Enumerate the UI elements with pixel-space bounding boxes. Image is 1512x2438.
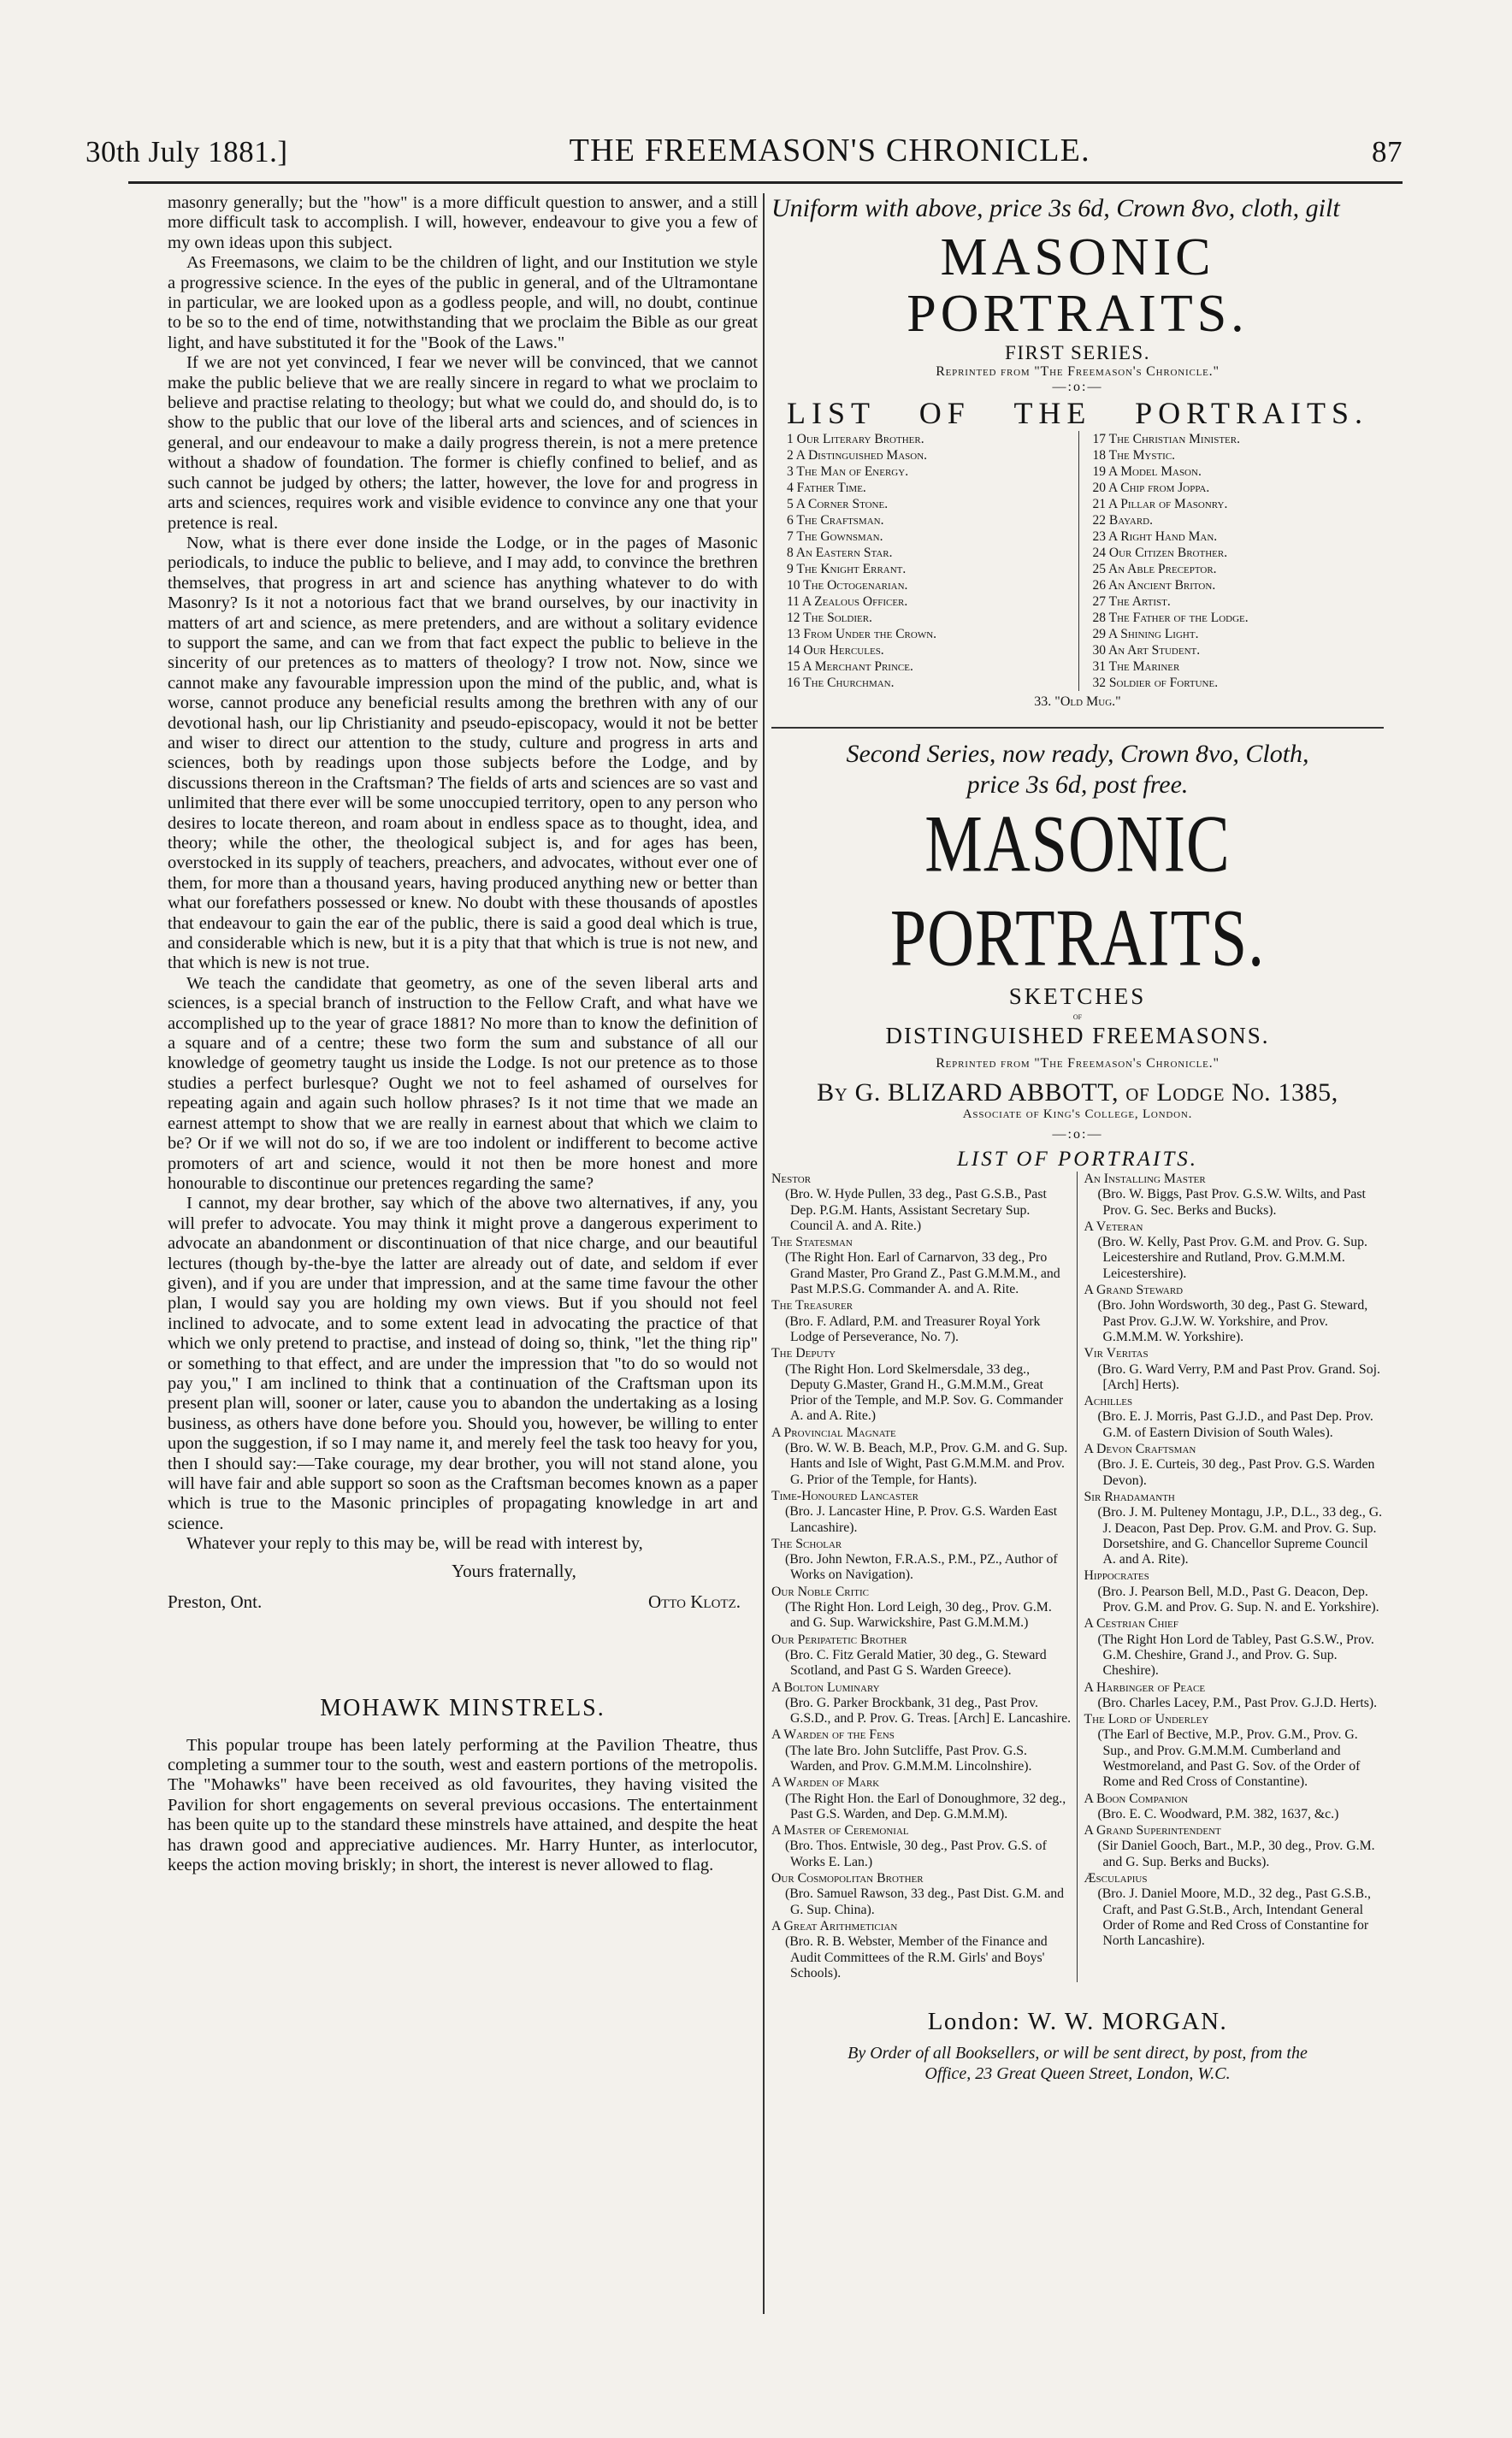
column-divider (763, 193, 765, 2314)
portrait-entry-description: (Bro. J. Daniel Moore, M.D., 32 deg., Past G.S.B., Craft, and Past G.St.B., Arch, Intendant General Order of Rome and Red Cross of Constantine for North Lancashire). (1097, 1886, 1371, 1949)
portrait-entry (771, 1775, 1072, 1822)
first-series-tagline: Uniform with above, price 3s 6d, Crown 8vo, cloth, gilt (771, 194, 1340, 222)
portrait-list-right (1079, 431, 1385, 691)
portrait-entry-name: Our Peripatetic Brother (771, 1632, 907, 1647)
portrait-list-item: 17 The Christian Minister. (1092, 432, 1240, 446)
portrait-list-item: 20 A Chip from Joppa. (1092, 481, 1210, 495)
portrait-entry (771, 1680, 1072, 1727)
first-series-title: MASONIC PORTRAITS. (907, 228, 1249, 343)
portrait-list-left (771, 431, 1079, 691)
portrait-entry-name: Our Noble Critic (771, 1584, 869, 1599)
portrait-entry-name: The Deputy (771, 1346, 836, 1361)
portrait-list-item: 29 A Shining Light. (1092, 627, 1199, 641)
portrait-entry-name: Vir Veritas (1084, 1346, 1149, 1361)
portrait-entry-name: The Scholar (771, 1536, 842, 1551)
portrait-entry-name: A Provincial Magnate (771, 1425, 896, 1440)
header-rule (128, 181, 1403, 184)
letter-signature: Otto Klotz. (647, 1591, 741, 1612)
portrait-entry-description: (Bro. J. Lancaster Hine, P. Prov. G.S. Warden East Lancashire). (785, 1504, 1058, 1535)
portrait-list-item: 28 The Father of the Lodge. (1092, 611, 1249, 625)
portrait-entry-name: A Great Arithmetician (771, 1918, 898, 1933)
portrait-entry-description: (The Right Hon. Earl of Carnarvon, 33 deg., Pro Grand Master, Pro Grand Z., Past G.M.M.M., and Past M.P.S.G. Commander A. and A. Rite. (785, 1250, 1060, 1297)
right-column (771, 193, 1384, 2382)
entries-left (771, 1172, 1078, 1982)
portrait-list-item: 13 From Under the Crown. (787, 627, 937, 641)
portrait-entry-name: The Statesman (771, 1235, 853, 1250)
portrait-entry-description: (The late Bro. John Sutcliffe, Past Prov. G.S. Warden, and Prov. G.M.M.M. Lincolnshire). (785, 1743, 1032, 1774)
portrait-entry (771, 1172, 1072, 1234)
portrait-entry-name: A Boon Companion (1084, 1791, 1189, 1806)
order-line-1: By Order of all Booksellers, or will be sent direct, by post, from the (848, 2044, 1308, 2063)
portrait-entry-description: (Bro. W. Kelly, Past Prov. G.M. and Prov. G. Sup. Leicestershire and Rutland, Prov. G.M.M.M. Leicestershire). (1097, 1235, 1368, 1281)
portrait-entry-name: An Installing Master (1084, 1172, 1206, 1186)
letter-paragraph: I cannot, my dear brother, say which of the above two alternatives, if any, you will prefer to advocate. You may think it might prove a dangerous experiment to advocate an abandonment or discontinuation of that nice charge, and our beautiful lectures (though by-the-bye the latter are already out of date, and seldom if ever given), and if you are under that impression, and at the same time favour the other plan, I would say you are holding my own views. But if you should not feel inclined to advocate, and to some extent lead in advocating the practice of that which we only pretend to practise, and instead of doing so, think, "let the thing rip" or something to that effect, and are under the impression that "to do so would not pay you," I am inclined to think that a continuation of the Craftsman upon its present plan will, sooner or later, cause you to abandon the undertaking as a losing business, as others have done before you. Should you, however, be willing to enter upon the suggestion, if so I may name it, and merely feel the task too heavy for you, then I should say:—Take courage, my dear brother, you will not stand alone, you will have fair and able support so soon as the Craftsman becomes known as a paper which is true to the Masonic principles of propagating knowledge in art and science. (168, 1194, 758, 1533)
second-series-tagline-2: price 3s 6d, post free. (966, 770, 1189, 799)
portrait-entry-name: A Bolton Luminary (771, 1679, 880, 1695)
portrait-entry-description: (Bro. W. Hyde Pullen, 33 deg., Past G.S.B., Past Dep. P.G.M. Hants, Assistant Secretary Sup. Council A. and A. Rite.) (785, 1187, 1047, 1233)
letter-paragraph: masonry generally; but the "how" is a more difficult question to answer, and a still more difficult task to accomplish. I will, however, endeavour to give you a few of my own ideas upon this subject. (168, 193, 758, 252)
entries-right (1078, 1172, 1385, 1982)
sketches-label: SKETCHES (1008, 983, 1147, 1009)
portrait-list-item: 4 Father Time. (787, 481, 866, 495)
portrait-entry-description: (Sir Daniel Gooch, Bart., M.P., 30 deg., Prov. G.M. and G. Sup. Berks and Bucks). (1097, 1839, 1375, 1869)
portrait-list-item: 11 A Zealous Officer. (787, 594, 908, 609)
portrait-entry-description: (Bro. R. B. Webster, Member of the Finance and Audit Committees of the R.M. Girls' and Boys' Schools). (785, 1934, 1048, 1981)
portrait-entry-description: (Bro. W. Biggs, Past Prov. G.S.W. Wilts, and Past Prov. G. Sec. Berks and Bucks). (1097, 1187, 1366, 1218)
letter-paragraph: As Freemasons, we claim to be the children of light, and our Institution we style a progressive science. In the eyes of the public in general, and of the Ultramontane in particular, we are looked upon as a godless people, and will, no doubt, continue to be so to the end of time, notwithstanding that we proclaim the Bible as our great light, and have substituted it for the "Book of the Laws." (168, 253, 758, 352)
letter-place: Preston, Ont. (168, 1591, 263, 1612)
portrait-list-item: 19 A Model Mason. (1092, 464, 1202, 479)
portrait-list-item: 16 The Churchman. (787, 676, 895, 690)
portrait-entry-name: The Lord of Underley (1084, 1712, 1209, 1727)
portrait-entry-name: A Grand Steward (1084, 1283, 1184, 1298)
second-series-tagline-1: Second Series, now ready, Crown 8vo, Cloth, (846, 740, 1309, 768)
newspaper-title: THE FREEMASON'S CHRONICLE. (569, 133, 1090, 168)
portrait-entry-name: A Veteran (1084, 1219, 1143, 1234)
portrait-entry (1084, 1680, 1385, 1712)
portrait-list-item: 3 The Man of Energy. (787, 464, 909, 479)
portrait-list-item: 15 A Merchant Prince. (787, 659, 913, 674)
portrait-list-item: 12 The Soldier. (787, 611, 872, 625)
portrait-entry-name: Achilles (1084, 1394, 1133, 1409)
first-series-reprint-note: Reprinted from "The Freemason's Chronicle." (936, 364, 1220, 379)
second-series-list-heading: LIST OF PORTRAITS. (956, 1148, 1199, 1171)
portrait-entry-description: (Bro. John Newton, F.R.A.S., P.M., PZ., Author of Works on Navigation). (785, 1552, 1058, 1583)
portrait-entry-name: Sir Rhadamanth (1084, 1489, 1175, 1504)
portrait-list-item: 22 Bayard. (1092, 513, 1153, 528)
portrait-entry (771, 1919, 1072, 1981)
letter-closing: Yours fraternally, (452, 1560, 576, 1581)
first-series-list-heading (771, 395, 1384, 431)
first-series-portrait-list (771, 431, 1384, 691)
portrait-list-item: 9 The Knight Errant. (787, 562, 907, 576)
portrait-entry (1084, 1490, 1385, 1567)
letter-paragraph: If we are not yet convinced, I fear we never will be convinced, that we cannot make the public believe that we are really sincere in regard to what we proclaim to believe and practise relating to theology; but what we could do, and should do, is to show to the public that our love of the liberal arts and sciences, and of sciences in general, and our endeavour to make a daily progress therein, is not a mere pretence without a shadow of foundation. The former is chiefly confined to belief, and as such cannot be judged by others; the latter, however, the love for and progress in arts and sciences, requires work and visible evidence to convince any one that your pretence is real. (168, 353, 758, 533)
portrait-entry (771, 1489, 1072, 1536)
second-series-title: MASONIC PORTRAITS. (889, 799, 1266, 983)
portrait-entry-description: (Bro. J. Pearson Bell, M.D., Past G. Deacon, Dep. Prov. G.M. and Prov. G. Sup. N. and E. Yorkshire). (1097, 1584, 1379, 1615)
portrait-entry-description: (The Right Hon Lord de Tabley, Past G.S.W., Prov. G.M. Cheshire, Grand J., and Prov. G. Sup. Cheshire). (1097, 1632, 1374, 1679)
portrait-entry (771, 1632, 1072, 1679)
portrait-entry (771, 1235, 1072, 1297)
portrait-entry (1084, 1394, 1385, 1441)
associate-line: Associate of King's College, London. (962, 1107, 1193, 1121)
portrait-entry (771, 1871, 1072, 1918)
letter-paragraph: Whatever your reply to this may be, will be read with interest by, (186, 1534, 643, 1554)
portrait-entry (771, 1426, 1072, 1488)
portrait-list-item: 32 Soldier of Fortune. (1092, 676, 1219, 690)
masthead (86, 109, 1403, 169)
portrait-list-item: 6 The Craftsman. (787, 513, 884, 528)
portrait-entry (1084, 1346, 1385, 1393)
portrait-list-item: 7 The Gownsman. (787, 529, 883, 544)
portrait-entry-name: A Warden of the Fens (771, 1727, 895, 1743)
list-heading-word: PORTRAITS. (1135, 396, 1368, 430)
issue-date: 30th July 1881.] (86, 135, 288, 168)
list-heading-word: OF (918, 396, 971, 430)
portrait-entry-description: (Bro. Samuel Rawson, 33 deg., Past Dist. G.M. and G. Sup. China). (785, 1886, 1065, 1917)
minstrels-article (168, 1736, 758, 1876)
portrait-entry-name: A Harbinger of Peace (1084, 1679, 1206, 1695)
ornament: —:o:— (1052, 380, 1103, 394)
portrait-list-item: 25 An Able Preceptor. (1092, 562, 1217, 576)
portrait-entry (1084, 1568, 1385, 1615)
portrait-entry-description: (The Right Hon. Lord Skelmersdale, 33 deg., Deputy G.Master, Grand H., G.M.M.M., Great Prior of the Temple, and M.P. Sov. G. Commander A. and A. Rite.) (785, 1361, 1064, 1424)
ornament: —:o:— (1052, 1127, 1103, 1142)
portrait-entry (1084, 1219, 1385, 1282)
portrait-entry (771, 1727, 1072, 1774)
portrait-entry-description: (The Earl of Bective, M.P., Prov. G.M., Prov. G. Sup., and Prov. G.M.M.M. Cumberland and Westmoreland, and Past G. Sov. of the Order of Rome and Red Cross of Constantine). (1097, 1727, 1361, 1790)
portrait-entry-name: A Warden of Mark (771, 1775, 880, 1791)
portrait-entry (1084, 1871, 1385, 1949)
portrait-entry-description: (Bro. C. Fitz Gerald Matier, 30 deg., G. Steward Scotland, and Past G S. Warden Greece). (785, 1647, 1047, 1679)
portrait-entry-description: (Bro. J. E. Curteis, 30 deg., Past Prov. G.S. Warden Devon). (1097, 1457, 1375, 1488)
portrait-entry (771, 1537, 1072, 1584)
portrait-entry (771, 1585, 1072, 1632)
portrait-entry (771, 1346, 1072, 1424)
letter-paragraph: We teach the candidate that geometry, as one of the seven liberal arts and sciences, is a special branch of instruction to the Fellow Craft, and what have we accomplished up to the year of grace 1881? No more than to know the definition of a square and of a centre; these two form the sum and substance of all our knowledge of geometry taught us inside the Lodge. Is not our pretence as to those studies a perfect burlesque? Ought we not to feel ashamed of ourselves for repeating again and again such hollow phrases? Is it not time that we made an earnest attempt to show that we are really in earnest about that which we claim to be? Or if we will not do so, if we are too indolent or indifferent to become active promoters of art and science, would it not then be more honest and more honourable to discontinue our pretences regarding the same? (168, 973, 758, 1193)
portrait-list-item: 14 Our Hercules. (787, 643, 884, 658)
advert-divider (771, 727, 1384, 729)
portrait-list-item: 26 An Ancient Briton. (1092, 578, 1216, 593)
portrait-entry (771, 1298, 1072, 1345)
minstrels-paragraph: This popular troupe has been lately performing at the Pavilion Theatre, thus completing a summer tour to the south, west and eastern portions of the metropolis. The "Mohawks" have been received as old favourites, they having visited the Pavilion for short engagements on several previous occasions. The entertainment has been quite up to the standard these minstrels have attained, and despite the heat has drawn good and appreciative audiences. Mr. Harry Hunter, as interlocutor, keeps the action moving briskly; in short, the interest is never allowed to flag. (168, 1735, 758, 1875)
portrait-entry-name: Æsculapius (1084, 1871, 1148, 1886)
portrait-entry-description: (Bro. Charles Lacey, P.M., Past Prov. G.J.D. Herts). (1097, 1695, 1378, 1710)
portrait-entry-description: (Bro. G. Parker Brockbank, 31 deg., Past Prov. G.S.D., and P. Prov. G. Treas. [Arch] E. Lancashire. (785, 1695, 1072, 1727)
portrait-entry (1084, 1172, 1385, 1219)
portrait-entry-description: (The Right Hon. the Earl of Donoughmore, 32 deg., Past G.S. Warden, and Dep. G.M.M.M). (785, 1791, 1066, 1821)
of-label: of (1072, 1010, 1083, 1022)
page-number: 87 (1371, 135, 1403, 168)
left-column (168, 193, 758, 2382)
minstrels-heading: MOHAWK MINSTRELS. (320, 1694, 605, 1721)
portrait-entry (1084, 1442, 1385, 1489)
portrait-entry-description: (Bro. F. Adlard, P.M. and Treasurer Royal York Lodge of Perseverance, No. 7). (785, 1313, 1041, 1344)
portrait-list-item: 5 A Corner Stone. (787, 497, 889, 511)
portrait-list-item: 2 A Distinguished Mason. (787, 448, 928, 463)
letter-article (168, 193, 758, 1555)
portrait-entry-name: A Grand Superintendent (1084, 1823, 1221, 1839)
portrait-entry (771, 1823, 1072, 1870)
portrait-entry-name: The Treasurer (771, 1298, 853, 1313)
portrait-entry-description: (Bro. John Wordsworth, 30 deg., Past G. Steward, Past Prov. G.J.W. W. Yorkshire, and Prov. G.M.M.M. W. Yorkshire). (1097, 1298, 1368, 1344)
portrait-entry-name: Hippocrates (1084, 1568, 1149, 1584)
portrait-list-item: 10 The Octogenarian. (787, 578, 908, 593)
portrait-list-item: 8 An Eastern Star. (787, 546, 893, 560)
portrait-list-item: 31 The Mariner (1092, 659, 1180, 674)
portrait-entry-name: Our Cosmopolitan Brother (771, 1871, 924, 1886)
portrait-entry-description: (Bro. J. M. Pulteney Montagu, J.P., D.L., 33 deg., G. J. Deacon, Past Dep. Prov. G.M. and Prov. G. Sup. Dorsetshire, and G. Chancellor Supreme Council A. and A. Rite). (1097, 1505, 1383, 1567)
portrait-entry-name: A Devon Craftsman (1084, 1442, 1196, 1457)
author-line: By G. BLIZARD ABBOTT, of Lodge No. 1385, (817, 1078, 1338, 1107)
list-heading-word: THE (1013, 396, 1092, 430)
portrait-entry-name: A Master of Ceremonial (771, 1823, 909, 1839)
portrait-list-item: 1 Our Literary Brother. (787, 432, 924, 446)
second-series-reprint-note: Reprinted from "The Freemason's Chronicle." (936, 1056, 1220, 1071)
portrait-list-item: 30 An Art Student. (1092, 643, 1201, 658)
portrait-entry-description: (Bro. Thos. Entwisle, 30 deg., Past Prov. G.S. of Works E. Lan.) (785, 1839, 1047, 1869)
portrait-entry-description: (Bro. E. J. Morris, Past G.J.D., and Past Dep. Prov. G.M. of Eastern Division of South Wales). (1097, 1409, 1373, 1440)
portrait-list-item: 23 A Right Hand Man. (1092, 529, 1218, 544)
portrait-entry-name: Nestor (771, 1172, 812, 1186)
portrait-list-item: 27 The Artist. (1092, 594, 1171, 609)
letter-paragraph: Now, what is there ever done inside the Lodge, or in the pages of Masonic periodicals, to induce the public to believe, and I may add, to convince the brethren themselves, that progress in art and science has anything whatever to do with Masonry? Is it not a notorious fact that we brand ourselves, by our inactivity in matters of art and science, as mere pretenders, and are without a solitary evidence to support the same, and can we from that fact expect the public to believe in the sincerity of our pretences as to matters of theology? I trow not. Now, since we cannot make any favourable impression upon the mind of the public, and, what is worse, cannot produce any beneficial results among the brethren with any of our devotional hash, our lip Christianity and pseudo-episcopacy, would it not be better and wiser to direct our attention to the study, culture and progress in arts and sciences, both by readings upon those subjects before the Lodge, and by discussions thereon in the Craftsman? The fields of arts and sciences are so vast and unlimited that there ever will be some unoccupied territory, open to any person who desires to locate thereon, and roam about in endless space as to thought, idea, and theory; while the other, the theological subject is, and for ages has been, overstocked in its supply of teachers, preachers, and advocates, without ever one of them, for more than a thousand years, having produced anything new or better than what our forefathers possessed or knew. No doubt with these thousands of apostles that endeavour to gain the ear of the public, there is said a good deal which is true, and considerable which is new, but it is a pity that that which is true is not new, and that which is new is not true. (168, 533, 758, 973)
portrait-entry-name: Time-Honoured Lancaster (771, 1488, 918, 1503)
portrait-entry (1084, 1823, 1385, 1870)
portrait-entry (1084, 1283, 1385, 1345)
second-series-portrait-list (771, 1172, 1384, 1982)
first-series-last-portrait: 33. "Old Mug." (1034, 694, 1121, 709)
portrait-entry-description: (The Right Hon. Lord Leigh, 30 deg., Prov. G.M. and G. Sup. Warwickshire, Past G.M.M.M.) (785, 1600, 1052, 1631)
portrait-list-item: 18 The Mystic. (1092, 448, 1176, 463)
portrait-list-item: 21 A Pillar of Masonry. (1092, 497, 1228, 511)
first-series-label: FIRST SERIES. (1005, 342, 1150, 363)
portrait-entry-description: (Bro. G. Ward Verry, P.M and Past Prov. Grand. Soj. [Arch] Herts). (1097, 1361, 1380, 1392)
portrait-list-item: 24 Our Citizen Brother. (1092, 546, 1228, 560)
portrait-entry-name: A Cestrian Chief (1084, 1616, 1178, 1632)
portrait-entry (1084, 1712, 1385, 1790)
portrait-entry (1084, 1792, 1385, 1823)
list-heading-word: LIST (787, 396, 876, 430)
portrait-entry-description: (Bro. W. W. B. Beach, M.P., Prov. G.M. and G. Sup. Hants and Isle of Wight, Past G.M.M.M. and Prov. G. Prior of the Temple, for Hants). (785, 1441, 1068, 1487)
portrait-entry-description: (Bro. E. C. Woodward, P.M. 382, 1637, &c.) (1097, 1806, 1339, 1821)
portrait-entry (1084, 1616, 1385, 1679)
distinguished-label: DISTINGUISHED FREEMASONS. (885, 1023, 1270, 1048)
publisher-line: London: W. W. MORGAN. (927, 2008, 1228, 2036)
order-line-2: Office, 23 Great Queen Street, London, W.C. (924, 2064, 1231, 2084)
letter-signoff (168, 1560, 758, 1613)
